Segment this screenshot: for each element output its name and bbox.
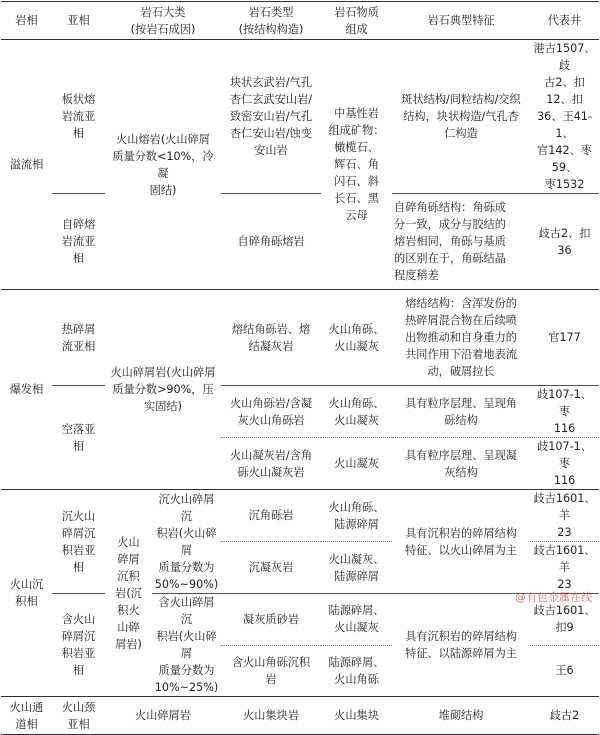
- wells-cell: 歧古2、扣36: [530, 194, 599, 290]
- facies-cell: 火山通 道相: [1, 697, 52, 735]
- composition-cell: 火山角砾、 陆源碎屑: [321, 490, 392, 542]
- features-cell: 斑状结构/间粒结构/交织 结构，块状构造/气孔杏 仁构造: [401, 93, 521, 140]
- table-row: [1, 490, 599, 542]
- wells-cell: 歧古1601、羊 23: [530, 542, 599, 594]
- rock-class-cell: 沉火山碎屑沉 积岩(火山碎屑 质量分数为 50%~90%): [152, 490, 221, 594]
- facies-cell: 爆发相: [1, 290, 52, 490]
- wells-cell: 官177: [530, 290, 599, 386]
- rock-class-outer-cell: 火山 碎屑 沉积 岩(沉 积火 山碎 屑岩): [105, 490, 152, 697]
- features-cell: 具有沉积岩的碎屑结构 特征、以陆源碎屑为主: [392, 594, 530, 697]
- facies-cell: 火山沉 积相: [1, 490, 52, 697]
- rock-type-cell: 沉角砾岩: [221, 490, 321, 542]
- wells-cell: 歧古1601、羊 23: [530, 490, 599, 542]
- wells-cell: 王6: [530, 645, 599, 697]
- rock-type-cell: 自碎角砾熔岩: [221, 194, 321, 290]
- rock-type-cell: 凝灰质砂岩: [221, 594, 321, 646]
- table-row: [1, 194, 599, 290]
- wells-cell: 歧107-1、枣 116: [530, 386, 599, 438]
- table-row: [1, 386, 599, 438]
- subfacies-cell: 火山颈 亚相: [52, 697, 105, 735]
- composition-cell: 中基性岩 组成矿物： 橄榄石、 辉石、角 闪石、斜 长石、黑 云母: [328, 107, 385, 222]
- subfacies-cell: 空落亚 相: [52, 386, 105, 490]
- volcanic-facies-table: [1, 1, 599, 735]
- composition-cell: 火山角砾、 火山凝灰: [321, 290, 392, 386]
- features-cell: 熔结结构：含浑发份的 热碎屑混合物在后续喷 出物推动和自身重力的 共同作用下沿着地表流 动，破屑拉长: [392, 290, 530, 386]
- rock-class-cell: 火山碎屑岩: [105, 697, 221, 735]
- composition-cell: 陆源碎屑、 火山角砾: [321, 645, 392, 697]
- features-cell: 堆砌结构: [392, 697, 530, 735]
- rock-type-cell: 火山凝灰岩/含角 砾火山凝灰岩: [221, 438, 321, 490]
- subfacies-cell: 含火山 碎屑沉 积岩亚 相: [52, 594, 105, 697]
- rock-type-cell: 沉凝灰岩: [221, 542, 321, 594]
- composition-cell: 火山集块: [321, 697, 392, 735]
- subfacies-cell: 热碎屑 流亚相: [52, 290, 105, 386]
- header-subfacies: 亚相: [52, 2, 105, 40]
- table-row: [1, 40, 599, 194]
- rock-type-cell: 熔结角砾岩、熔 结凝灰岩: [221, 290, 321, 386]
- rock-class-cell: 火山熔岩(火山碎屑 质量分数<10%，冷凝 固结): [112, 132, 214, 197]
- wells-cell: 歧107-1、枣 116: [530, 438, 599, 490]
- subfacies-cell: 板状熔 岩流亚 相: [61, 93, 96, 140]
- header-rock-class: 岩石大类 (按岩石成因): [105, 2, 221, 40]
- rock-type-cell: 火山集块岩: [221, 697, 321, 735]
- header-row: [1, 2, 599, 40]
- header-wells: 代表井: [530, 2, 599, 40]
- table-row: [1, 697, 599, 735]
- wells-cell: 歧古2: [530, 697, 599, 735]
- rock-type-cell: 含火山角砾沉积 岩: [221, 645, 321, 697]
- watermark: @有色金属在线: [515, 591, 592, 604]
- rock-class-cell: 火山碎屑岩(火山碎屑 质量分数>90%，压 实固结): [105, 290, 221, 490]
- composition-cell: 陆源碎屑、 火山凝灰: [321, 594, 392, 646]
- features-cell: 具有粒序层理、呈现凝 灰结构: [392, 438, 530, 490]
- features-cell: 具有沉积岩的碎屑结构 特征、以火山碎屑为主: [392, 490, 530, 594]
- header-features: 岩石典型特征: [392, 2, 530, 40]
- wells-cell: 歧古1601、扣9: [530, 594, 599, 646]
- rock-class-cell: 含火山碎屑沉 积岩(火山碎屑 质量分数为 10%~25%): [152, 594, 221, 697]
- header-composition: 岩石物质 组成: [321, 2, 392, 40]
- table-row: [1, 290, 599, 386]
- features-cell: 自碎角砾结构：角砾成 分一致，成分与胶结的 熔岩相同，角砾与基质 的区别在于，角砾结晶 程度稍差: [392, 194, 530, 290]
- composition-cell: 火山凝灰: [321, 438, 392, 490]
- table-row: [1, 594, 599, 646]
- composition-cell: 火山凝灰、 陆源碎屑: [321, 542, 392, 594]
- rock-type-cell: 火山角砾岩/含凝 灰火山角砾岩: [221, 386, 321, 438]
- subfacies-cell: 沉火山 碎屑沉 积岩亚 相: [52, 490, 105, 594]
- header-facies: 岩相: [1, 2, 52, 40]
- facies-cell: 溢流相: [9, 158, 44, 171]
- features-cell: 具有粒序层理、呈现角 砾结构: [392, 386, 530, 438]
- header-rock-type: 岩石类型 (按结构构造): [221, 2, 321, 40]
- subfacies-cell: 自碎熔 岩流亚 相: [52, 194, 105, 290]
- rock-type-cell: 块状玄武岩/气孔 杏仁玄武安山岩/ 致密安山岩/气孔 杏仁安山岩/蚀变 安山岩: [229, 76, 313, 157]
- composition-cell: 火山角砾、 火山凝灰: [321, 386, 392, 438]
- wells-cell: 港古1507、歧 古2、扣12、扣 36、王41-1、 官142、枣59、 枣1532: [533, 42, 596, 191]
